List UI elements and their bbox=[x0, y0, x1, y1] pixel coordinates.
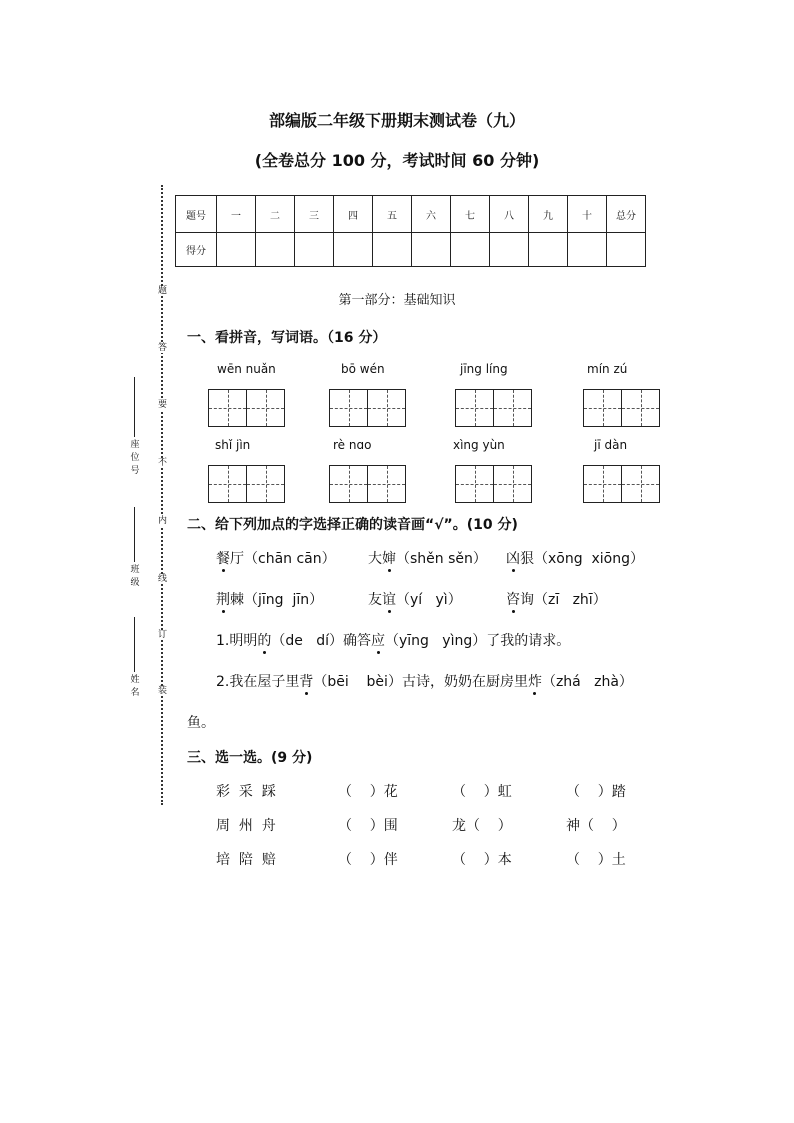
question-1-title: 一、看拼音，写词语。（16 分） bbox=[187, 330, 387, 346]
pronunciation-item: 咨询（zī zhī） bbox=[506, 592, 607, 608]
binding-dotted-line bbox=[161, 185, 163, 805]
pronunciation-item: 餐厅（chān cān） bbox=[216, 551, 336, 567]
writing-grid[interactable] bbox=[329, 465, 406, 503]
binding-char: 答 bbox=[158, 343, 168, 353]
page-subtitle: (全卷总分 100 分，考试时间 60 分钟) bbox=[254, 151, 540, 170]
table-cell: 八 bbox=[490, 196, 529, 233]
score-input-cell[interactable] bbox=[256, 233, 295, 267]
score-input-cell[interactable] bbox=[607, 233, 646, 267]
table-cell: 一 bbox=[217, 196, 256, 233]
table-cell: 二 bbox=[256, 196, 295, 233]
score-input-cell[interactable] bbox=[217, 233, 256, 267]
table-cell: 七 bbox=[451, 196, 490, 233]
name-field[interactable] bbox=[128, 615, 142, 698]
class-field[interactable] bbox=[128, 505, 142, 588]
writing-grid[interactable] bbox=[455, 389, 532, 427]
choice-group-chars: 培 陪 赔 bbox=[216, 852, 276, 868]
binding-char: 不 bbox=[158, 458, 168, 468]
binding-char: 装 bbox=[158, 686, 168, 696]
score-table-score-row bbox=[176, 233, 646, 267]
pinyin-label: bō wén bbox=[341, 362, 385, 376]
binding-char: 内 bbox=[158, 516, 168, 526]
binding-char: 题 bbox=[158, 286, 168, 296]
choice-blank[interactable]: （ ）花 bbox=[338, 784, 398, 800]
pinyin-label: mín zú bbox=[587, 362, 628, 376]
choice-blank[interactable]: （ ）伴 bbox=[338, 852, 398, 868]
choice-group-chars: 彩 采 踩 bbox=[216, 784, 276, 800]
name-label: 姓名 bbox=[130, 675, 140, 698]
score-input-cell[interactable] bbox=[451, 233, 490, 267]
pinyin-label: jīng líng bbox=[460, 362, 508, 376]
pronunciation-sentence-2-continued: 鱼。 bbox=[187, 715, 215, 731]
table-cell: 总分 bbox=[607, 196, 646, 233]
choice-blank[interactable]: （ ）土 bbox=[566, 852, 626, 868]
pinyin-label: xìng yùn bbox=[453, 438, 505, 452]
writing-grid[interactable] bbox=[583, 389, 660, 427]
choice-blank[interactable]: （ ）虹 bbox=[452, 784, 512, 800]
pronunciation-sentence-2: 2.我在屋子里背（bēi bèi）古诗，奶奶在厨房里炸（zhá zhà） bbox=[216, 674, 633, 690]
table-cell: 三 bbox=[295, 196, 334, 233]
choice-blank[interactable]: （ ）踏 bbox=[566, 784, 626, 800]
pinyin-label: wēn nuǎn bbox=[217, 362, 276, 376]
binding-char: 订 bbox=[158, 630, 168, 640]
part-one-heading: 第一部分：基础知识 bbox=[338, 293, 456, 308]
table-cell: 题号 bbox=[176, 196, 217, 233]
binding-char: 要 bbox=[158, 400, 168, 410]
choice-blank[interactable]: 龙（ ） bbox=[452, 818, 512, 834]
pronunciation-item: 友谊（yí yì） bbox=[368, 592, 462, 608]
pinyin-label: rè nɑo bbox=[333, 438, 372, 452]
score-input-cell[interactable] bbox=[412, 233, 451, 267]
score-table bbox=[175, 195, 646, 267]
score-input-cell[interactable] bbox=[490, 233, 529, 267]
writing-grid[interactable] bbox=[208, 389, 285, 427]
writing-grid[interactable] bbox=[329, 389, 406, 427]
seat-number-field[interactable] bbox=[128, 375, 142, 476]
pronunciation-item: 凶狠（xōng xiōng） bbox=[506, 551, 645, 567]
choice-blank[interactable]: （ ）本 bbox=[452, 852, 512, 868]
page-title: 部编版二年级下册期末测试卷（九） bbox=[268, 111, 525, 130]
table-cell: 九 bbox=[529, 196, 568, 233]
choice-blank[interactable]: 神（ ） bbox=[566, 818, 626, 834]
score-input-cell[interactable] bbox=[334, 233, 373, 267]
class-label: 班级 bbox=[130, 565, 140, 588]
pronunciation-sentence-1: 1.明明的（de dí）确答应（yīng yìng）了我的请求。 bbox=[216, 633, 571, 649]
writing-grid[interactable] bbox=[455, 465, 532, 503]
score-input-cell[interactable] bbox=[295, 233, 334, 267]
question-3-title: 三、选一选。(9 分) bbox=[187, 750, 313, 766]
pinyin-label: shǐ jìn bbox=[215, 438, 251, 452]
score-table-header-row bbox=[176, 196, 646, 233]
writing-grid[interactable] bbox=[208, 465, 285, 503]
table-cell: 得分 bbox=[176, 233, 217, 267]
score-input-cell[interactable] bbox=[568, 233, 607, 267]
pinyin-label: jī dàn bbox=[594, 438, 628, 452]
table-cell: 四 bbox=[334, 196, 373, 233]
table-cell: 五 bbox=[373, 196, 412, 233]
pronunciation-item: 荆棘（jīng jīn） bbox=[216, 592, 324, 608]
writing-grid[interactable] bbox=[583, 465, 660, 503]
score-input-cell[interactable] bbox=[529, 233, 568, 267]
choice-group-chars: 周 州 舟 bbox=[216, 818, 276, 834]
question-2-title: 二、给下列加点的字选择正确的读音画“√”。(10 分) bbox=[187, 517, 518, 533]
choice-blank[interactable]: （ ）围 bbox=[338, 818, 398, 834]
pronunciation-item: 大婶（shěn sěn） bbox=[368, 551, 487, 567]
seat-number-label: 座位号 bbox=[130, 440, 140, 476]
table-cell: 十 bbox=[568, 196, 607, 233]
table-cell: 六 bbox=[412, 196, 451, 233]
binding-char: 线 bbox=[158, 574, 168, 584]
score-input-cell[interactable] bbox=[373, 233, 412, 267]
